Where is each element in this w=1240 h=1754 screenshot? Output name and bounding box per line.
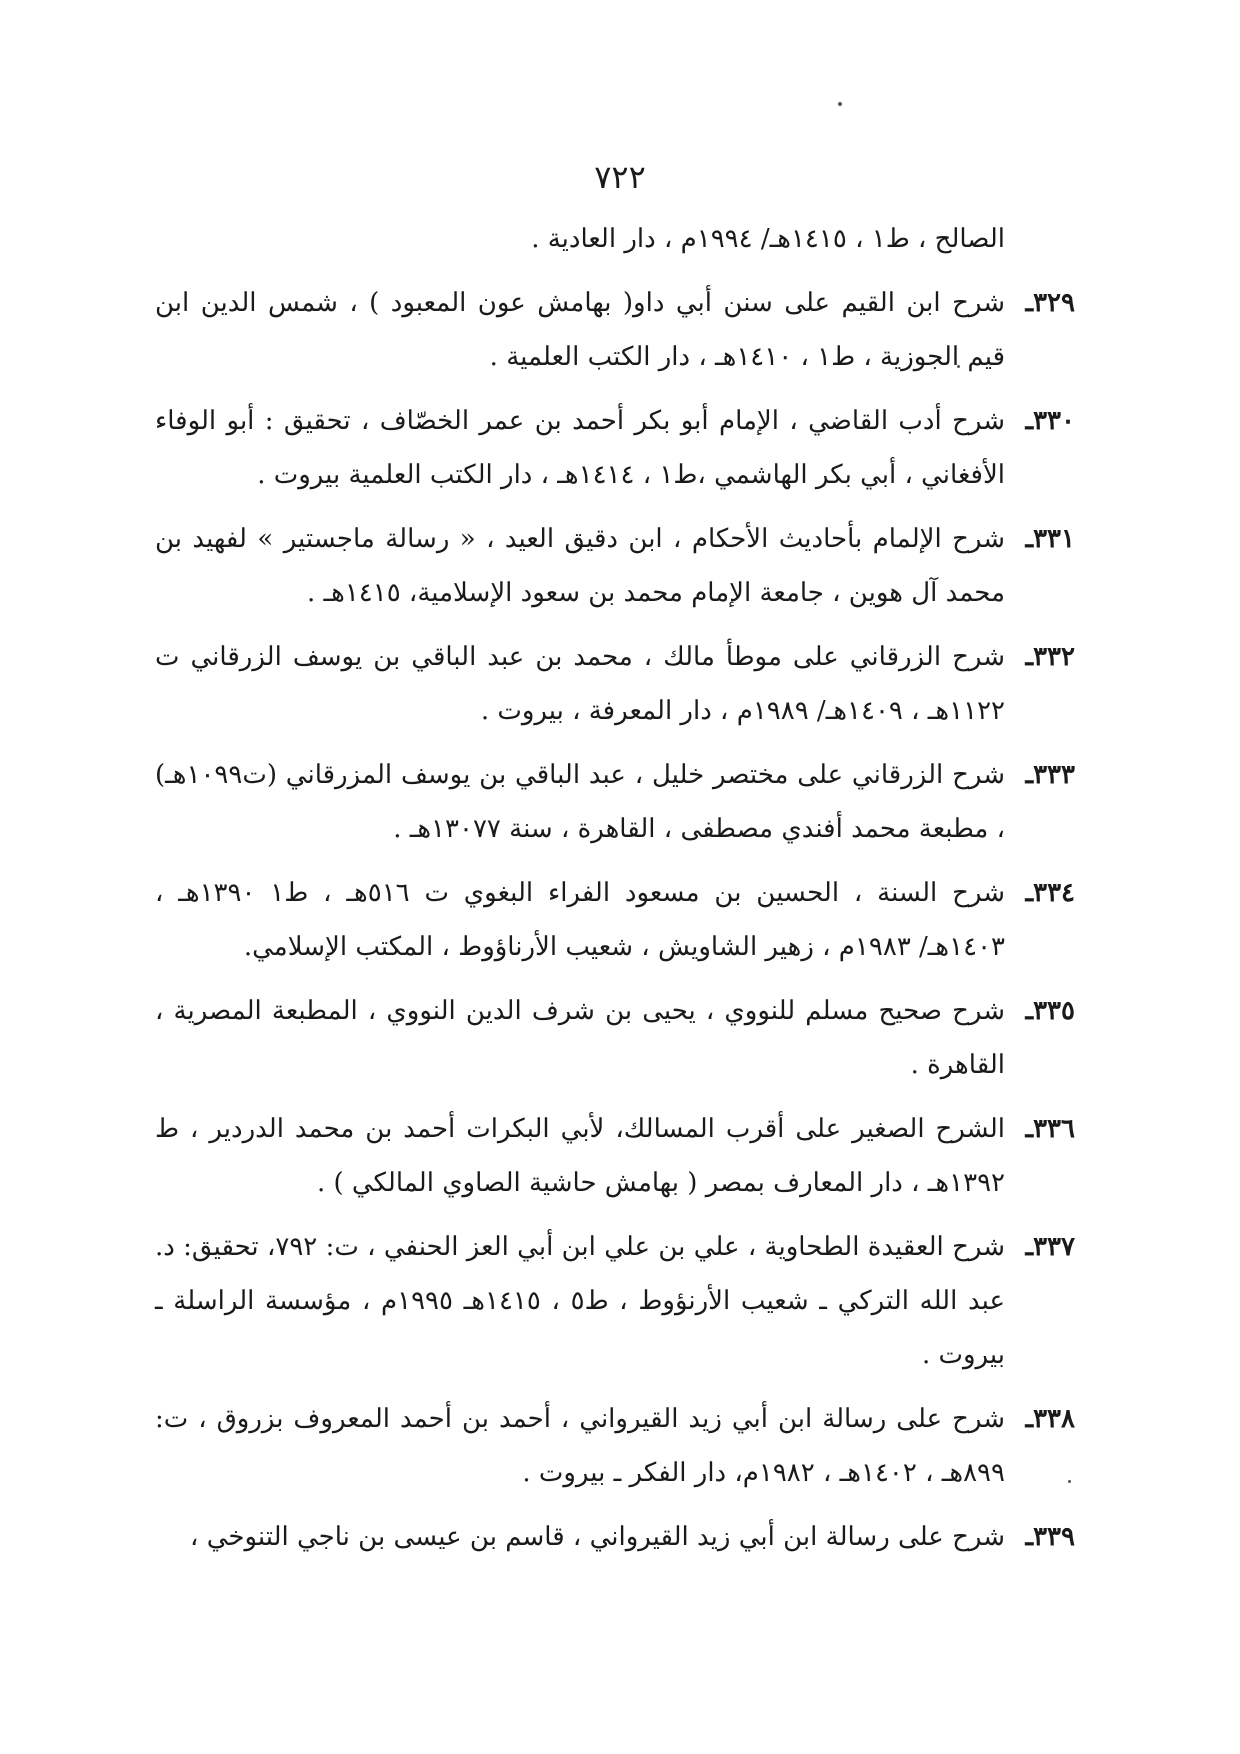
entry-text: شرح على رسالة ابن أبي زيد القيرواني ، قاسم بن عيسى بن ناجي التنوخي ،	[190, 1522, 1005, 1552]
bibliography-entry	[155, 748, 1075, 856]
bibliography-entry	[155, 1102, 1075, 1210]
bibliography-entry	[155, 630, 1075, 738]
entry-text: شرح صحيح مسلم للنووي ، يحيى بن شرف الدين النووي ، المطبعة المصرية ، القاهرة .	[155, 996, 1005, 1080]
bibliography-entry	[155, 1510, 1075, 1564]
bibliography-entry	[155, 984, 1075, 1092]
entry-number: ٣٣٢ـ	[1025, 642, 1075, 672]
bibliography-entry	[155, 512, 1075, 620]
entry-number: ٣٣٥ـ	[1025, 996, 1075, 1026]
page-number: ٧٢٢	[594, 158, 646, 196]
entry-text: شرح ابن القيم على سنن أبي داو( بهامش عون المعبود ) ، شمس الدين ابن قيم الجوزية ، ط١ ، ١٤١٠هـ ، دار الكتب العلمية .	[155, 288, 1005, 372]
ink-speck	[838, 102, 842, 106]
bibliography-entry	[155, 394, 1075, 502]
entry-text: الشرح الصغير على أقرب المسالك، لأبي البكرات أحمد بن محمد الدردير ، ط ١٣٩٢هـ ، دار المعارف بمصر ( بهامش حاشية الصاوي المالكي ) .	[155, 1114, 1005, 1198]
entry-text: شرح السنة ، الحسين بن مسعود الفراء البغوي ت ٥١٦هـ ، ط١ ١٣٩٠هـ ، ١٤٠٣هـ/ ١٩٨٣م ، زهير الشاويش ، شعيب الأرناؤوط ، المكتب الإسلامي.	[155, 878, 1006, 962]
entry-text: شرح الإلمام بأحاديث الأحكام ، ابن دقيق العيد ، « رسالة ماجستير » لفهيد بن محمد آل هوين ، جامعة الإمام محمد بن سعود الإسلامية، ١٤١٥هـ .	[155, 524, 1005, 608]
entry-number: ٣٣٦ـ	[1025, 1114, 1075, 1144]
bibliography-entry	[155, 1220, 1075, 1382]
entry-number: ٣٣٧ـ	[1025, 1232, 1075, 1262]
entry-number: ٣٣٠ـ	[1025, 406, 1075, 436]
entry-number: ٣٣٨ـ	[1025, 1404, 1075, 1434]
entry-number: ٣٢٩ـ	[1025, 288, 1075, 318]
entry-text: شرح الزرقاني على موطأ مالك ، محمد بن عبد الباقي بن يوسف الزرقاني ت ١١٢٢هـ ، ١٤٠٩هـ/ ١٩٨٩م ، دار المعرفة ، بيروت .	[155, 642, 1005, 726]
entry-number: ٣٣٩ـ	[1025, 1522, 1075, 1552]
bibliography-list	[155, 212, 1075, 1574]
bibliography-entry	[155, 866, 1075, 974]
entry-number: ٣٣٤ـ	[1025, 878, 1076, 908]
entry-text: شرح أدب القاضي ، الإمام أبو بكر أحمد بن عمر الخصّاف ، تحقيق : أبو الوفاء الأفغاني ، أبي بكر الهاشمي ،ط١ ، ١٤١٤هـ ، دار الكتب العلمية بيروت .	[155, 406, 1005, 490]
entry-text: شرح العقيدة الطحاوية ، علي بن علي ابن أبي العز الحنفي ، ت: ٧٩٢، تحقيق: د. عبد الله التركي ـ شعيب الأرنؤوط ، ط٥ ، ١٤١٥هـ ١٩٩٥م ، مؤسسة الراسلة ـ بيروت .	[155, 1232, 1006, 1370]
entry-text: شرح على رسالة ابن أبي زيد القيرواني ، أحمد بن أحمد المعروف بزروق ، ت: ٨٩٩هـ ، ١٤٠٢هـ ، ١٩٨٢م، دار الفكر ـ بيروت .	[155, 1404, 1005, 1488]
entry-text: شرح الزرقاني على مختصر خليل ، عبد الباقي بن يوسف المزرقاني (ت١٠٩٩هـ) ، مطبعة محمد أفندي مصطفى ، القاهرة ، سنة ١٣٠٧٧هـ .	[155, 760, 1005, 844]
entry-number: ٣٣١ـ	[1025, 524, 1075, 554]
bibliography-entry	[155, 1392, 1075, 1500]
continued-entry-text: الصالح ، ط١ ، ١٤١٥هـ/ ١٩٩٤م ، دار العادية .	[531, 224, 1005, 254]
entry-number: ٣٣٣ـ	[1025, 760, 1075, 790]
bibliography-entry	[155, 276, 1075, 384]
